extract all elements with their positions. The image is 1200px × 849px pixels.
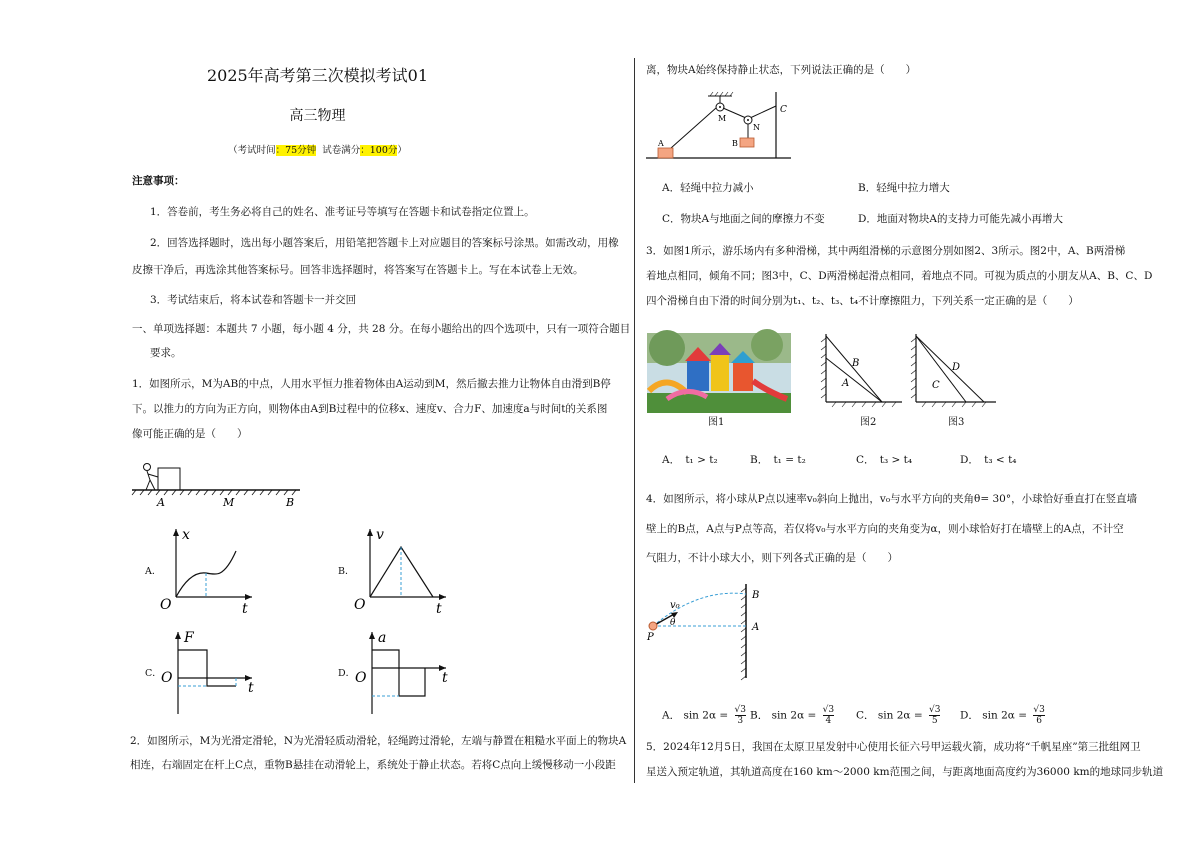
option-letter: B． [750, 709, 769, 722]
origin-label: O [160, 597, 172, 613]
axis-label: x [182, 527, 190, 543]
figure-caption: 图3 [948, 417, 965, 428]
figure-caption: 图1 [708, 417, 725, 428]
label-b: B [286, 496, 295, 509]
origin-label: O [354, 597, 366, 613]
q2-text-cont: 离，物块A始终保持静止状态，下列说法正确的是（ ） [646, 64, 917, 76]
origin-label: O [355, 670, 367, 686]
q3-text: 着地点相同，倾角不同；图3中，C、D两滑梯起滑点相同，着地点不同。可视为质点的小朋友从A、B、C、D [646, 270, 1153, 282]
notice-item: 皮擦干净后，再选涂其他答案标号。回答非选择题时，将答案写在答题卡上。写在本试卷上无效。 [132, 264, 584, 276]
q1-text: 1．如图所示，M为AB的中点，人用水平恒力推着物体由A运动到M，然后撤去推力让物体自由滑到B停 [132, 378, 611, 390]
axis-label: t [248, 680, 254, 696]
q2-option-a: A．轻绳中拉力减小 [662, 182, 754, 194]
fraction [1033, 705, 1044, 726]
q3-option-d: D． t₃ < t₄ [960, 454, 1017, 466]
fraction [735, 705, 746, 726]
notice-item: 3．考试结束后，将本试卷和答题卡一并交回 [150, 294, 357, 306]
subject-title: 高三物理 [289, 108, 346, 124]
figure-3-slides [906, 330, 1001, 412]
option-label: A． [145, 566, 162, 577]
q1-option-d-graph [354, 628, 459, 718]
q3-text: 3．如图1所示，游乐场内有多种滑梯，其中两组滑梯的示意图分别如图2、3所示。图2中，A、B两滑梯 [646, 245, 1126, 257]
q4-option-b [750, 705, 834, 726]
section-heading-cont: 要求。 [150, 347, 182, 359]
q1-text: 像可能正确的是（ ） [132, 428, 248, 440]
q4-option-d [960, 705, 1045, 726]
numerator: √3 [734, 705, 747, 715]
playground-photo [647, 333, 791, 413]
option-expr: sin 2α = [982, 709, 1028, 722]
option-letter: D． [960, 709, 979, 722]
q3-option-c: C． t₃ > t₄ [856, 454, 913, 466]
q2-option-d: D．地面对物块A的支持力可能先减小再增大 [858, 213, 1064, 225]
q4-projectile-diagram [644, 582, 779, 682]
label-a: A [157, 496, 165, 509]
q1-option-b-graph [354, 525, 454, 615]
notice-heading: 注意事项： [132, 175, 185, 187]
info-close: ） [397, 145, 407, 156]
q2-text: 2．如图所示，M为光滑定滑轮，N为光滑轻质动滑轮，轻绳跨过滑轮，左端与静置在粗糙水平面上的物块A [130, 735, 627, 747]
label-a: A [658, 139, 664, 148]
label-n: N [753, 123, 760, 132]
axis-label: t [442, 670, 448, 686]
label-m: M [223, 496, 235, 509]
q4-text: 4．如图所示，将小球从P点以速率v₀斜向上抛出，v₀与水平方向的夹角θ= 30°，小球恰好垂直打在竖直墙 [646, 493, 1138, 505]
denominator: 3 [737, 716, 744, 726]
numerator: √3 [1033, 705, 1045, 715]
notice-item: 2．回答选择题时，选出每小题答案后，用铅笔把答题卡上对应题目的答案标号涂黑。如需改动，用橡 [150, 237, 619, 249]
label-a: A [842, 378, 850, 389]
label-m: M [718, 114, 727, 123]
option-label: B． [338, 566, 355, 577]
right-column [636, 0, 1200, 849]
score-label: 试卷满分 [322, 145, 361, 156]
label-c: C [932, 380, 940, 391]
option-letter: C． [856, 709, 875, 722]
axis-label: t [436, 601, 442, 617]
label-p: P [647, 632, 654, 643]
score-value: ：100分 [360, 145, 398, 156]
label-a: A [752, 622, 760, 633]
time-value: ：75分钟 [275, 145, 317, 156]
q5-text: 5．2024年12月5日，我国在太原卫星发射中心使用长征六号甲运载火箭，成功将“千帆星座”第三批组网卫 [646, 741, 1141, 753]
notice-item: 1．答卷前，考生务必将自己的姓名、准考证号等填写在答题卡和试卷指定位置上。 [150, 206, 535, 218]
q1-option-c-graph [160, 628, 265, 718]
q1-text: 下。以推力的方向为正方向，则物体由A到B过程中的位移x、速度v、合力F、加速度a与时间t的关系图 [132, 403, 608, 415]
label-theta: θ [670, 618, 676, 628]
label-d: D [952, 362, 961, 373]
axis-label: v [376, 527, 384, 543]
option-expr: sin 2α = [683, 709, 729, 722]
figure-caption: 图2 [860, 417, 877, 428]
time-label: （考试时间 [228, 145, 276, 156]
axis-label: F [184, 630, 194, 646]
q1-option-a-graph [160, 525, 260, 615]
q1-push-diagram [130, 458, 305, 508]
exam-info [0, 142, 635, 156]
axis-label: t [242, 601, 248, 617]
exam-title: 2025年高考第三次模拟考试01 [206, 66, 429, 85]
label-b: B [752, 590, 760, 601]
axis-label: a [378, 630, 387, 646]
label-v0: v₀ [670, 600, 680, 611]
numerator: √3 [822, 705, 835, 715]
label-b: B [852, 358, 860, 369]
denominator: 6 [1036, 716, 1042, 726]
section-heading: 一、单项选择题：本题共 7 小题，每小题 4 分，共 28 分。在每小题给出的四个选项中，只有一项符合题目 [132, 323, 631, 335]
q4-option-a [662, 705, 746, 726]
q2-text: 相连，右端固定在杆上C点，重物B悬挂在动滑轮上，系统处于静止状态。若将C点向上缓慢移动一小段距 [130, 759, 616, 771]
q4-text: 壁上的B点，A点与P点等高，若仅将v₀与水平方向的夹角变为α，则小球恰好打在墙壁上的A点，不计空 [646, 523, 1124, 535]
q3-text: 四个滑梯自由下滑的时间分别为t₁、t₂、t₃、t₄不计摩擦阻力，下列关系一定正确的是（ ） [646, 295, 1079, 307]
label-b: B [732, 139, 738, 148]
q2-pulley-diagram [646, 88, 796, 163]
label-c: C [780, 105, 787, 115]
q2-option-b: B．轻绳中拉力增大 [858, 182, 950, 194]
fraction [823, 705, 834, 726]
option-expr: sin 2α = [771, 709, 817, 722]
q2-option-c: C．物块A与地面之间的摩擦力不变 [662, 213, 825, 225]
figure-2-slides [816, 330, 906, 412]
q5-text: 星送入预定轨道，其轨道高度在160 km～2000 km范围之间，与距离地面高度约为36000 km的地球同步轨道 [646, 766, 1164, 778]
denominator: 5 [931, 716, 938, 726]
origin-label: O [161, 670, 173, 686]
numerator: √3 [929, 705, 941, 715]
option-expr: sin 2α = [877, 709, 923, 722]
option-label: C． [145, 668, 162, 679]
option-label: D． [338, 668, 356, 679]
q3-option-b: B． t₁ = t₂ [750, 454, 806, 466]
fraction [929, 705, 940, 726]
q3-option-a: A． t₁ > t₂ [662, 454, 718, 466]
option-letter: A． [662, 709, 681, 722]
q4-option-c [856, 705, 940, 726]
denominator: 4 [825, 716, 832, 726]
q4-text: 气阻力，不计小球大小，则下列各式正确的是（ ） [646, 552, 898, 564]
